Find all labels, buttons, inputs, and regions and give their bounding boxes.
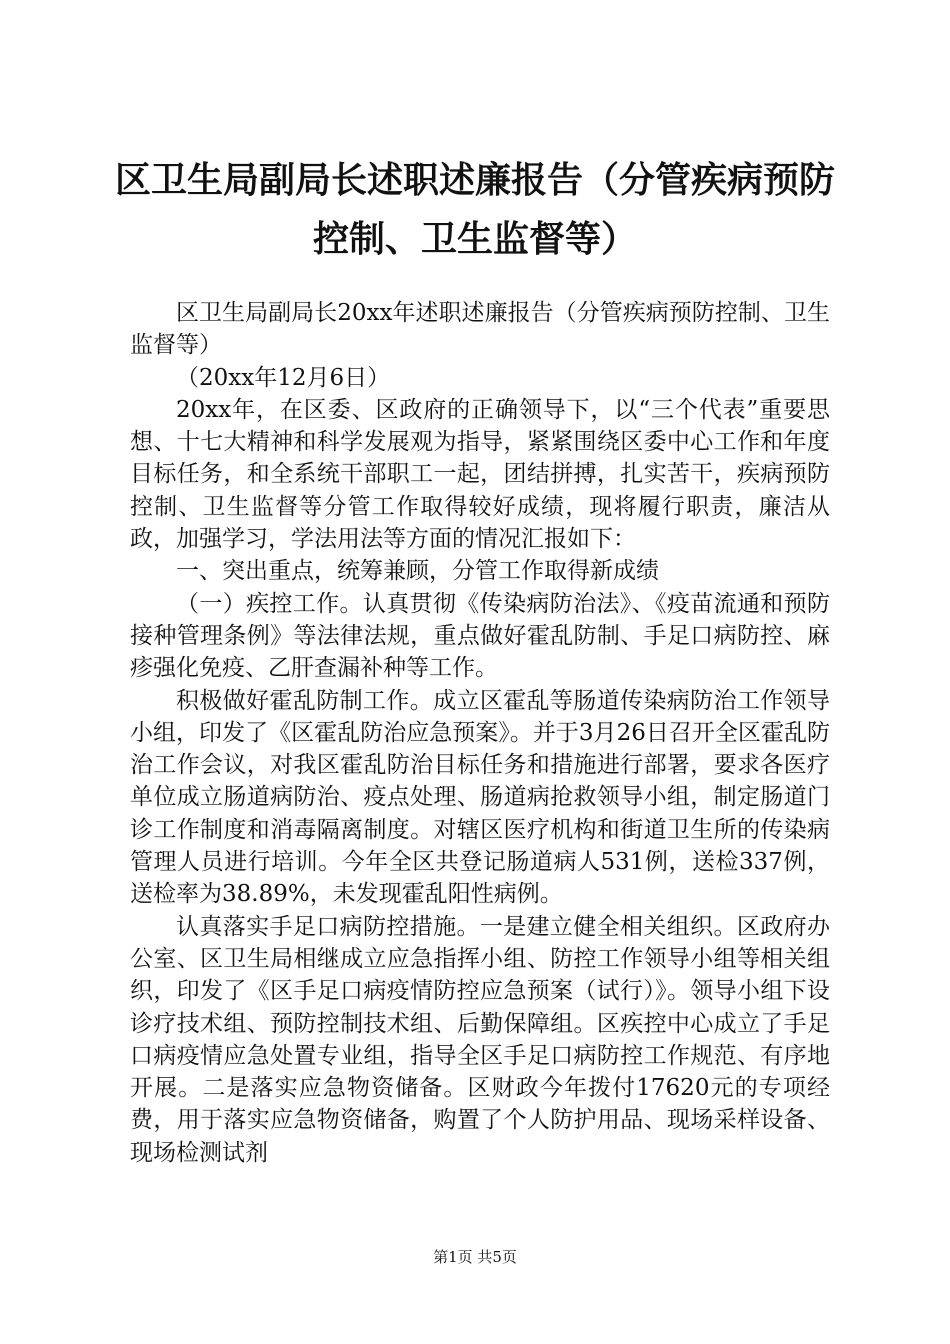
document-title-line-2: 控制、卫生监督等）: [312, 219, 637, 260]
paragraph-intro: 20xx年，在区委、区政府的正确领导下，以“三个代表”重要思想、十七大精神和科学发展观为指导，紧紧围绕区委中心工作和年度目标任务，和全系统干部职工一起，团结拼搏，扎实苦干，疾病预防控制、卫生监督等分管工作取得较好成绩，现将履行职责，廉洁从政，加强学习，学法用法等方面的情况汇报如下：: [130, 396, 830, 553]
document-title-line-1: 区卫生局副局长述职述廉报告（分管疾病预防: [114, 160, 835, 201]
document-body: [130, 297, 830, 1169]
paragraph-cholera: 积极做好霍乱防制工作。成立区霍乱等肠道传染病防治工作领导小组，印发了《区霍乱防治应急预案》。并于3月26日召开全区霍乱防治工作会议，对我区霍乱防治目标任务和措施进行部署，要求各医疗单位成立肠道病防治、疫点处理、肠道病抢救领导小组，制定肠道门诊工作制度和消毒隔离制度。对辖区医疗机构和街道卫生所的传染病管理人员进行培训。今年全区共登记肠道病人531例，送检337例，送检率为38.89%，未发现霍乱阳性病例。: [130, 687, 830, 908]
section-heading: 一、突出重点，统筹兼顾，分管工作取得新成绩: [176, 558, 659, 585]
page-footer: 第1页 共5页: [433, 1248, 517, 1266]
paragraph-hfmd: 认真落实手足口病防控措施。一是建立健全相关组织。区政府办公室、区卫生局相继成立应急指挥小组、防控工作领导小组等相关组织，印发了《区手足口病疫情防控应急预案（试行）》。领导小组下设诊疗技术组、预防控制技术组、后勤保障组。区疾控中心成立了手足口病疫情应急处置专业组，指导全区手足口病防控工作规范、有序地开展。二是落实应急物资储备。区财政今年拨付17620元的专项经费，用于落实应急物资储备，购置了个人防护用品、现场采样设备、现场检测试剂: [130, 913, 830, 1166]
paragraph-disease-control: （一）疾控工作。认真贯彻《传染病防治法》、《疫苗流通和预防接种管理条例》等法律法规，重点做好霍乱防制、手足口病防控、麻疹强化免疫、乙肝查漏补种等工作。: [130, 590, 830, 682]
paragraph-date: （20xx年12月6日）: [176, 364, 391, 391]
paragraph-subtitle: 区卫生局副局长20xx年述职述廉报告（分管疾病预防控制、卫生监督等）: [130, 300, 830, 359]
